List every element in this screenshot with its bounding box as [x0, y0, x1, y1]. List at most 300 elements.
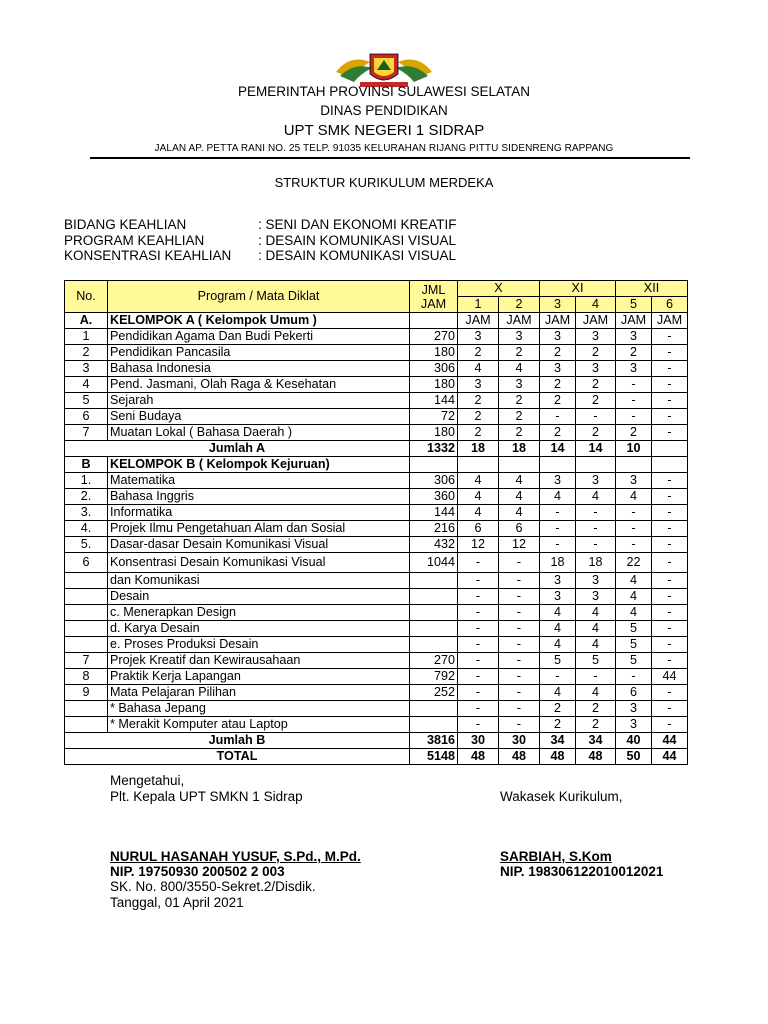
semester-hours: 34 — [576, 733, 616, 749]
subject-no: 7 — [65, 425, 108, 441]
jumlah-b-row — [65, 733, 688, 749]
semester-hours: - — [458, 637, 499, 653]
table-row — [65, 669, 688, 685]
subject-no: 6 — [65, 553, 108, 573]
empty-cell — [410, 313, 458, 329]
table-row — [65, 653, 688, 669]
table-row — [65, 345, 688, 361]
sub-element-name: d. Karya Desain — [108, 621, 410, 637]
semester-hours: 4 — [499, 505, 540, 521]
table-row — [65, 717, 688, 733]
subject-total-hours: 72 — [410, 409, 458, 425]
subject-no: 3. — [65, 505, 108, 521]
subject-total-hours: 306 — [410, 361, 458, 377]
semester-hours: - — [616, 537, 652, 553]
subject-no: 5 — [65, 393, 108, 409]
semester-hours: 3 — [616, 361, 652, 377]
semester-hours: 4 — [540, 637, 576, 653]
subject-name: Projek Ilmu Pengetahuan Alam dan Sosial — [108, 521, 410, 537]
semester-hours: 30 — [499, 733, 540, 749]
semester-hours: 44 — [652, 733, 688, 749]
subject-no: 7 — [65, 653, 108, 669]
semester-hours: - — [540, 521, 576, 537]
meta-label: BIDANG KEAHLIAN — [64, 217, 187, 232]
semester-hours: 48 — [540, 749, 576, 765]
semester-hours: 2 — [540, 425, 576, 441]
semester-hours: - — [458, 653, 499, 669]
meta-label: KONSENTRASI KEAHLIAN — [64, 248, 232, 263]
semester-hours: 5 — [576, 653, 616, 669]
meta-label: PROGRAM KEAHLIAN — [64, 233, 205, 248]
semester-hours: 4 — [616, 605, 652, 621]
total-label: TOTAL — [65, 749, 410, 765]
sig-right-role: Wakasek Kurikulum, — [500, 789, 623, 804]
semester-hours: 14 — [540, 441, 576, 457]
subject-total-hours: 180 — [410, 377, 458, 393]
semester-hours: - — [576, 409, 616, 425]
col-sem: 1 — [458, 297, 499, 313]
semester-hours: - — [652, 361, 688, 377]
semester-hours: 2 — [616, 425, 652, 441]
semester-hours: - — [458, 669, 499, 685]
table-row — [65, 329, 688, 345]
table-row — [65, 377, 688, 393]
table-row — [65, 473, 688, 489]
semester-hours: 2 — [499, 425, 540, 441]
semester-hours: - — [540, 505, 576, 521]
jumlah-b-total: 3816 — [410, 733, 458, 749]
subject-total-hours: 144 — [410, 505, 458, 521]
semester-hours: 22 — [616, 553, 652, 573]
semester-hours: 3 — [458, 329, 499, 345]
semester-hours: 18 — [458, 441, 499, 457]
semester-hours: 3 — [540, 589, 576, 605]
semester-hours: 3 — [499, 377, 540, 393]
subject-name: Sejarah — [108, 393, 410, 409]
semester-hours: - — [540, 669, 576, 685]
empty-cell — [65, 573, 108, 589]
total-row — [65, 749, 688, 765]
subject-total-hours: 270 — [410, 329, 458, 345]
semester-hours: - — [652, 473, 688, 489]
sub-element-name: e. Proses Produksi Desain — [108, 637, 410, 653]
semester-hours: 3 — [458, 377, 499, 393]
semester-hours: 4 — [458, 473, 499, 489]
semester-hours: 4 — [576, 685, 616, 701]
semester-hours: 3 — [616, 701, 652, 717]
meta-value: : SENI DAN EKONOMI KREATIF — [258, 217, 457, 232]
subject-total-hours: 306 — [410, 473, 458, 489]
subject-name: * Bahasa Jepang — [108, 701, 410, 717]
semester-hours: 3 — [540, 473, 576, 489]
semester-hours: - — [540, 537, 576, 553]
empty-cell — [410, 621, 458, 637]
empty-cell — [65, 621, 108, 637]
header-department: DINAS PENDIDIKAN — [320, 103, 448, 118]
subject-no: 1. — [65, 473, 108, 489]
semester-hours: 2 — [540, 377, 576, 393]
semester-hours: - — [458, 605, 499, 621]
unit-label: JAM — [616, 313, 652, 329]
semester-hours: 3 — [576, 573, 616, 589]
semester-hours: - — [652, 409, 688, 425]
group-b-header — [65, 457, 688, 473]
semester-hours: - — [499, 669, 540, 685]
semester-hours: - — [652, 393, 688, 409]
semester-hours: 40 — [616, 733, 652, 749]
subject-no — [65, 701, 108, 717]
semester-hours: 10 — [616, 441, 652, 457]
sig-right-name: SARBIAH, S.Kom — [500, 849, 612, 864]
semester-hours: - — [652, 345, 688, 361]
unit-label: JAM — [540, 313, 576, 329]
semester-hours: - — [616, 669, 652, 685]
semester-hours: 4 — [576, 605, 616, 621]
semester-hours: 44 — [652, 669, 688, 685]
semester-hours: - — [576, 537, 616, 553]
semester-hours: 2 — [576, 345, 616, 361]
semester-hours: - — [652, 425, 688, 441]
table-row — [65, 393, 688, 409]
semester-hours: 2 — [616, 345, 652, 361]
col-program: Program / Mata Diklat — [108, 281, 410, 313]
jumlah-b-label: Jumlah B — [65, 733, 410, 749]
semester-hours: 6 — [499, 521, 540, 537]
semester-hours: 4 — [458, 505, 499, 521]
semester-hours: - — [540, 409, 576, 425]
semester-hours: - — [652, 537, 688, 553]
sig-left-name: NURUL HASANAH YUSUF, S.Pd., M.Pd. — [110, 849, 361, 864]
semester-hours: - — [616, 505, 652, 521]
semester-hours: 4 — [499, 473, 540, 489]
sig-right-nip: NIP. 198306122010012021 — [500, 864, 664, 879]
semester-hours: 2 — [576, 393, 616, 409]
subject-name: Konsentrasi Desain Komunikasi Visual — [108, 553, 410, 573]
semester-hours: 4 — [540, 605, 576, 621]
semester-hours: - — [458, 589, 499, 605]
subject-no: 5. — [65, 537, 108, 553]
semester-hours: - — [616, 521, 652, 537]
header-divider — [90, 157, 690, 159]
province-emblem-logo — [330, 48, 438, 88]
semester-hours: 5 — [616, 653, 652, 669]
sub-element-name: Desain — [108, 589, 410, 605]
col-grade-x: X — [458, 281, 540, 297]
subject-name: Projek Kreatif dan Kewirausahaan — [108, 653, 410, 669]
unit-label: JAM — [499, 313, 540, 329]
semester-hours: 48 — [458, 749, 499, 765]
semester-hours: 2 — [458, 409, 499, 425]
semester-hours: 18 — [576, 553, 616, 573]
subject-total-hours: 1044 — [410, 553, 458, 573]
semester-hours: - — [458, 685, 499, 701]
semester-hours: 18 — [499, 441, 540, 457]
semester-hours: 4 — [458, 361, 499, 377]
semester-hours: 3 — [616, 473, 652, 489]
semester-hours: 4 — [576, 637, 616, 653]
sig-date: Tanggal, 01 April 2021 — [110, 895, 244, 910]
group-b-no: B — [65, 457, 108, 473]
table-row — [65, 425, 688, 441]
semester-hours: - — [652, 685, 688, 701]
empty-cell — [616, 457, 652, 473]
semester-hours: 4 — [458, 489, 499, 505]
sub-element-row — [65, 637, 688, 653]
table-row — [65, 361, 688, 377]
semester-hours: 2 — [458, 393, 499, 409]
semester-hours: 4 — [540, 621, 576, 637]
unit-label: JAM — [576, 313, 616, 329]
semester-hours: - — [652, 653, 688, 669]
semester-hours: 6 — [616, 685, 652, 701]
subject-no: 8 — [65, 669, 108, 685]
semester-hours: 4 — [616, 489, 652, 505]
semester-hours: - — [652, 637, 688, 653]
subject-total-hours — [410, 717, 458, 733]
semester-hours: 4 — [576, 489, 616, 505]
subject-total-hours: 180 — [410, 345, 458, 361]
semester-hours: - — [499, 621, 540, 637]
subject-no: 3 — [65, 361, 108, 377]
table-row — [65, 701, 688, 717]
empty-cell — [410, 573, 458, 589]
semester-hours: - — [499, 637, 540, 653]
table-row — [65, 537, 688, 553]
semester-hours: - — [499, 573, 540, 589]
semester-hours: 4 — [499, 361, 540, 377]
semester-hours: 3 — [540, 361, 576, 377]
sig-mengetahui: Mengetahui, — [110, 773, 185, 788]
semester-hours: - — [652, 573, 688, 589]
semester-hours: 5 — [540, 653, 576, 669]
semester-hours: 2 — [540, 717, 576, 733]
col-sem: 6 — [652, 297, 688, 313]
semester-hours: - — [652, 701, 688, 717]
sub-element-row — [65, 573, 688, 589]
semester-hours: - — [652, 505, 688, 521]
semester-hours: 2 — [540, 393, 576, 409]
semester-hours: 48 — [499, 749, 540, 765]
table-row — [65, 685, 688, 701]
subject-total-hours — [410, 701, 458, 717]
semester-hours: 6 — [458, 521, 499, 537]
col-jml-line1: JML — [421, 282, 446, 297]
sub-element-name: c. Menerapkan Design — [108, 605, 410, 621]
semester-hours: - — [576, 505, 616, 521]
empty-cell — [499, 457, 540, 473]
subject-total-hours: 216 — [410, 521, 458, 537]
sig-left-role: Plt. Kepala UPT SMKN 1 Sidrap — [110, 789, 303, 804]
sig-sk-number: SK. No. 800/3550-Sekret.2/Disdik. — [110, 879, 316, 894]
semester-hours: 5 — [616, 621, 652, 637]
subject-no: 6 — [65, 409, 108, 425]
semester-hours: 4 — [616, 589, 652, 605]
header-government: PEMERINTAH PROVINSI SULAWESI SELATAN — [237, 84, 531, 99]
semester-hours: 12 — [499, 537, 540, 553]
semester-hours: 2 — [576, 717, 616, 733]
subject-total-hours: 180 — [410, 425, 458, 441]
semester-hours: 4 — [576, 621, 616, 637]
subject-total-hours: 270 — [410, 653, 458, 669]
subject-total-hours: 432 — [410, 537, 458, 553]
meta-value: : DESAIN KOMUNIKASI VISUAL — [258, 248, 457, 263]
semester-hours: 3 — [540, 573, 576, 589]
table-row — [65, 553, 688, 573]
semester-hours: - — [652, 553, 688, 573]
header-school: UPT SMK NEGERI 1 SIDRAP — [283, 122, 485, 139]
col-jml — [410, 281, 458, 313]
subject-name: Seni Budaya — [108, 409, 410, 425]
col-sem: 2 — [499, 297, 540, 313]
meta-value: : DESAIN KOMUNIKASI VISUAL — [258, 233, 457, 248]
semester-hours: 2 — [499, 345, 540, 361]
semester-hours: 3 — [576, 473, 616, 489]
empty-cell — [65, 637, 108, 653]
empty-cell — [540, 457, 576, 473]
subject-no: 2 — [65, 345, 108, 361]
semester-hours: 4 — [499, 489, 540, 505]
semester-hours: 3 — [576, 329, 616, 345]
meta-konsentrasi — [64, 248, 456, 263]
subject-no — [65, 717, 108, 733]
semester-hours: - — [652, 621, 688, 637]
subject-name: Pendidikan Pancasila — [108, 345, 410, 361]
subject-no: 9 — [65, 685, 108, 701]
sub-element-row — [65, 621, 688, 637]
semester-hours: - — [652, 717, 688, 733]
semester-hours: 14 — [576, 441, 616, 457]
semester-hours: 4 — [616, 573, 652, 589]
col-grade-xi: XI — [540, 281, 616, 297]
sub-element-row — [65, 605, 688, 621]
empty-cell — [410, 605, 458, 621]
subject-no: 2. — [65, 489, 108, 505]
col-jml-line2: JAM — [420, 296, 447, 311]
semester-hours: 48 — [576, 749, 616, 765]
subject-total-hours: 144 — [410, 393, 458, 409]
semester-hours: 3 — [499, 329, 540, 345]
semester-hours: 2 — [499, 393, 540, 409]
header-address: JALAN AP. PETTA RANI NO. 25 TELP. 91035 KELURAHAN RIJANG PITTU SIDENRENG RAPPANG — [154, 143, 614, 154]
empty-cell — [65, 605, 108, 621]
group-a-title: KELOMPOK A ( Kelompok Umum ) — [108, 313, 410, 329]
empty-cell — [576, 457, 616, 473]
semester-hours: 4 — [540, 685, 576, 701]
semester-hours: - — [458, 573, 499, 589]
subject-name: Pendidikan Agama Dan Budi Pekerti — [108, 329, 410, 345]
subject-no: 1 — [65, 329, 108, 345]
sub-element-name: dan Komunikasi — [108, 573, 410, 589]
empty-cell — [410, 457, 458, 473]
semester-hours: - — [458, 717, 499, 733]
subject-name: Praktik Kerja Lapangan — [108, 669, 410, 685]
subject-name: Muatan Lokal ( Bahasa Daerah ) — [108, 425, 410, 441]
jumlah-a-total: 1332 — [410, 441, 458, 457]
subject-no: 4 — [65, 377, 108, 393]
semester-hours: 3 — [616, 329, 652, 345]
unit-label: JAM — [458, 313, 499, 329]
semester-hours: 2 — [458, 425, 499, 441]
semester-hours: 2 — [576, 425, 616, 441]
empty-cell — [410, 589, 458, 605]
semester-hours: 34 — [540, 733, 576, 749]
semester-hours: 5 — [616, 637, 652, 653]
subject-name: Pend. Jasmani, Olah Raga & Kesehatan — [108, 377, 410, 393]
semester-hours: - — [652, 377, 688, 393]
subject-name: Mata Pelajaran Pilihan — [108, 685, 410, 701]
empty-cell — [458, 457, 499, 473]
meta-bidang — [64, 217, 457, 232]
subject-no: 4. — [65, 521, 108, 537]
semester-hours: 50 — [616, 749, 652, 765]
jumlah-a-label: Jumlah A — [65, 441, 410, 457]
semester-hours: 30 — [458, 733, 499, 749]
semester-hours: 2 — [576, 701, 616, 717]
group-a-no: A. — [65, 313, 108, 329]
table-row — [65, 505, 688, 521]
col-sem: 3 — [540, 297, 576, 313]
semester-hours: 2 — [499, 409, 540, 425]
semester-hours: - — [458, 621, 499, 637]
sub-element-row — [65, 589, 688, 605]
unit-label: JAM — [652, 313, 688, 329]
semester-hours: 4 — [540, 489, 576, 505]
subject-name: Bahasa Indonesia — [108, 361, 410, 377]
semester-hours: - — [652, 605, 688, 621]
semester-hours: - — [499, 717, 540, 733]
sig-left-nip: NIP. 19750930 200502 2 003 — [110, 864, 285, 879]
subject-total-hours: 252 — [410, 685, 458, 701]
semester-hours: - — [458, 553, 499, 573]
table-row — [65, 489, 688, 505]
semester-hours: 2 — [458, 345, 499, 361]
semester-hours: - — [652, 489, 688, 505]
subject-total-hours: 360 — [410, 489, 458, 505]
semester-hours: - — [499, 653, 540, 669]
meta-program — [64, 233, 456, 248]
curriculum-table — [64, 280, 688, 765]
table-row — [65, 409, 688, 425]
table-row — [65, 521, 688, 537]
semester-hours: - — [652, 329, 688, 345]
semester-hours: 3 — [576, 361, 616, 377]
semester-hours: - — [576, 521, 616, 537]
empty-cell — [410, 637, 458, 653]
subject-name: Dasar-dasar Desain Komunikasi Visual — [108, 537, 410, 553]
col-sem: 5 — [616, 297, 652, 313]
subject-total-hours: 792 — [410, 669, 458, 685]
document-title: STRUKTUR KURIKULUM MERDEKA — [274, 175, 494, 190]
semester-hours: - — [616, 409, 652, 425]
semester-hours: - — [499, 685, 540, 701]
semester-hours: 3 — [576, 589, 616, 605]
semester-hours: 2 — [576, 377, 616, 393]
empty-cell — [65, 589, 108, 605]
semester-hours: 12 — [458, 537, 499, 553]
group-b-title: KELOMPOK B ( Kelompok Kejuruan) — [108, 457, 410, 473]
grand-total: 5148 — [410, 749, 458, 765]
col-sem: 4 — [576, 297, 616, 313]
semester-hours: - — [652, 521, 688, 537]
semester-hours: - — [499, 701, 540, 717]
semester-hours: - — [499, 605, 540, 621]
col-no: No. — [65, 281, 108, 313]
semester-hours: - — [499, 589, 540, 605]
semester-hours: - — [458, 701, 499, 717]
semester-hours: 3 — [616, 717, 652, 733]
jumlah-a-row — [65, 441, 688, 457]
subject-name: Bahasa Inggris — [108, 489, 410, 505]
